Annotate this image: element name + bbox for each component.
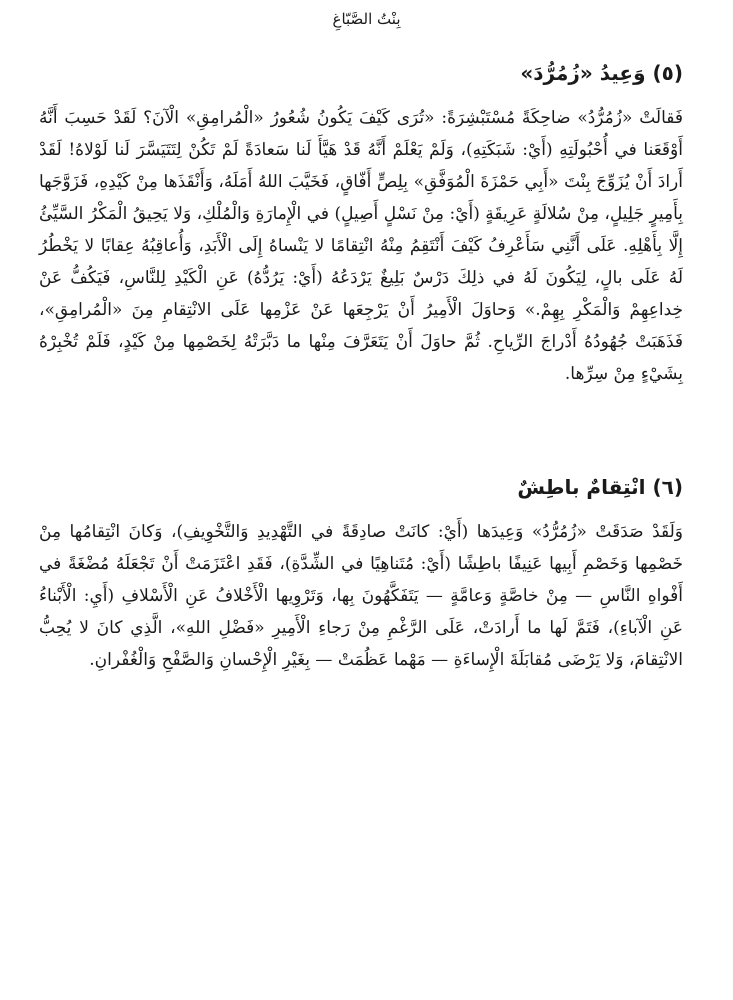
section-heading: (٥) وَعِيدُ «زُمُرُّدَ» [520,61,683,85]
running-head: بِنْتُ الصَّبّاغِ [332,10,401,28]
section-paragraph: فَقالَتْ «زُمُرُّدُ» ضاحِكَةً مُسْتَبْشِرَةً: «تُرَى كَيْفَ يَكُونُ شُعُورُ «الْمُرامِقِ» الْآنَ؟ لَقَدْ حَسِبَ أَنَّهُ أَوْقَعَنا في أُحْبُولَتِهِ (أَيْ: شَبَكَتِهِ)، وَلَمْ يَعْلَمْ أَنَّهُ قَدْ هَيَّأَ لَنا سَعادَةً لَمْ تَكُنْ لِتَتَيَسَّرَ لَنا لَوْلاهُ! لَقَدْ أَرادَ أَنْ يُزَوِّجَ بِنْتَ «أَبِي حَمْزَةَ الْمُوَفَّقِ» بِلِصٍّ أَفّاقٍ، فَخَيَّبَ اللهُ أَمَلَهُ، وَأَنْقَذَها مِنْ كَيْدِهِ، فَزَوَّجَها بِأَمِيرٍ جَلِيلٍ، مِنْ سُلالَةٍ عَرِيقَةٍ (أَيْ: مِنْ نَسْلٍ أَصِيلٍ) في الْإِمارَةِ وَالْمُلْكِ، وَلا يَحِيقُ الْمَكْرُ السَّيِّئُ إِلَّا بِأَهْلِهِ. عَلَى أَنَّنِي سَأَعْرِفُ كَيْفَ أَنْتَقِمُ مِنْهُ انْتِقامًا لا يَنْساهُ إِلَى الْأَبَدِ، وَأُعاقِبُهُ عِقابًا لا يَخْطُرُ لَهُ عَلَى بالٍ، لِيَكُونَ لَهُ في ذلِكَ دَرْسٌ بَلِيغٌ يَرْدَعُهُ (أَيْ: يَرُدُّهُ) عَنِ الْكَيْدِ لِلنَّاسِ، فَيَكُفُّ عَنْ خِداعِهِمْ وَالْمَكْرِ بِهِمْ.» وَحاوَلَ الْأَمِيرُ أَنْ يَرْجِعَها عَنْ عَزْمِها عَلَى الانْتِقامِ مِنَ «الْمُرامِقِ»، فَذَهَبَتْ جُهُودُهُ أَدْراجَ الرِّياحِ. ثُمَّ حاوَلَ أَنْ يَتَعَرَّفَ مِنْها ما دَبَّرَتْهُ لِخَصْمِها مِنْ كَيْدٍ، فَلَمْ تُخْبِرْهُ بِشَيْءٍ مِنْ سِرِّها. [39,108,683,384]
section-paragraph: وَلَقَدْ صَدَقَتْ «زُمُرُّدُ» وَعِيدَها (أَيْ: كانَتْ صادِقَةً في التَّهْدِيدِ وَالتَّخْوِيفِ)، وَكانَ انْتِقامُها مِنْ خَصْمِها وَخَصْمِ أَبِيها عَنِيفًا باطِشًا (أَيْ: مُتَناهِيًا في الشِّدَّةِ)، فَقَدِ اعْتَزَمَتْ أَنْ تَجْعَلَهُ مُضْغَةً في أَفْواهِ النَّاسِ — مِنْ خاصَّةٍ وَعامَّةٍ — يَتَفَكَّهُونَ بِها، وَتَرْوِيها الْأَخْلافُ عَنِ الْأَسْلافِ (أَيِ: الْأَبْناءُ عَنِ الْآباءِ)، فَتَمَّ لَها ما أَرادَتْ، عَلَى الرَّغْمِ مِنْ رَجاءِ الْأَمِيرِ «فَضْلِ اللهِ»، الَّذِي كانَ لا يُحِبُّ الانْتِقامَ، وَلا يَرْضَى مُقابَلَةَ الْإِساءَةِ — مَهْما عَظُمَتْ — بِغَيْرِ الْإِحْسانِ وَالصَّفْحِ وَالْغُفْرانِ. [39,522,683,670]
section-5 [39,58,683,390]
section-heading: (٦) انْتِقامٌ باطِشٌ [517,475,683,499]
section-6 [39,472,683,676]
